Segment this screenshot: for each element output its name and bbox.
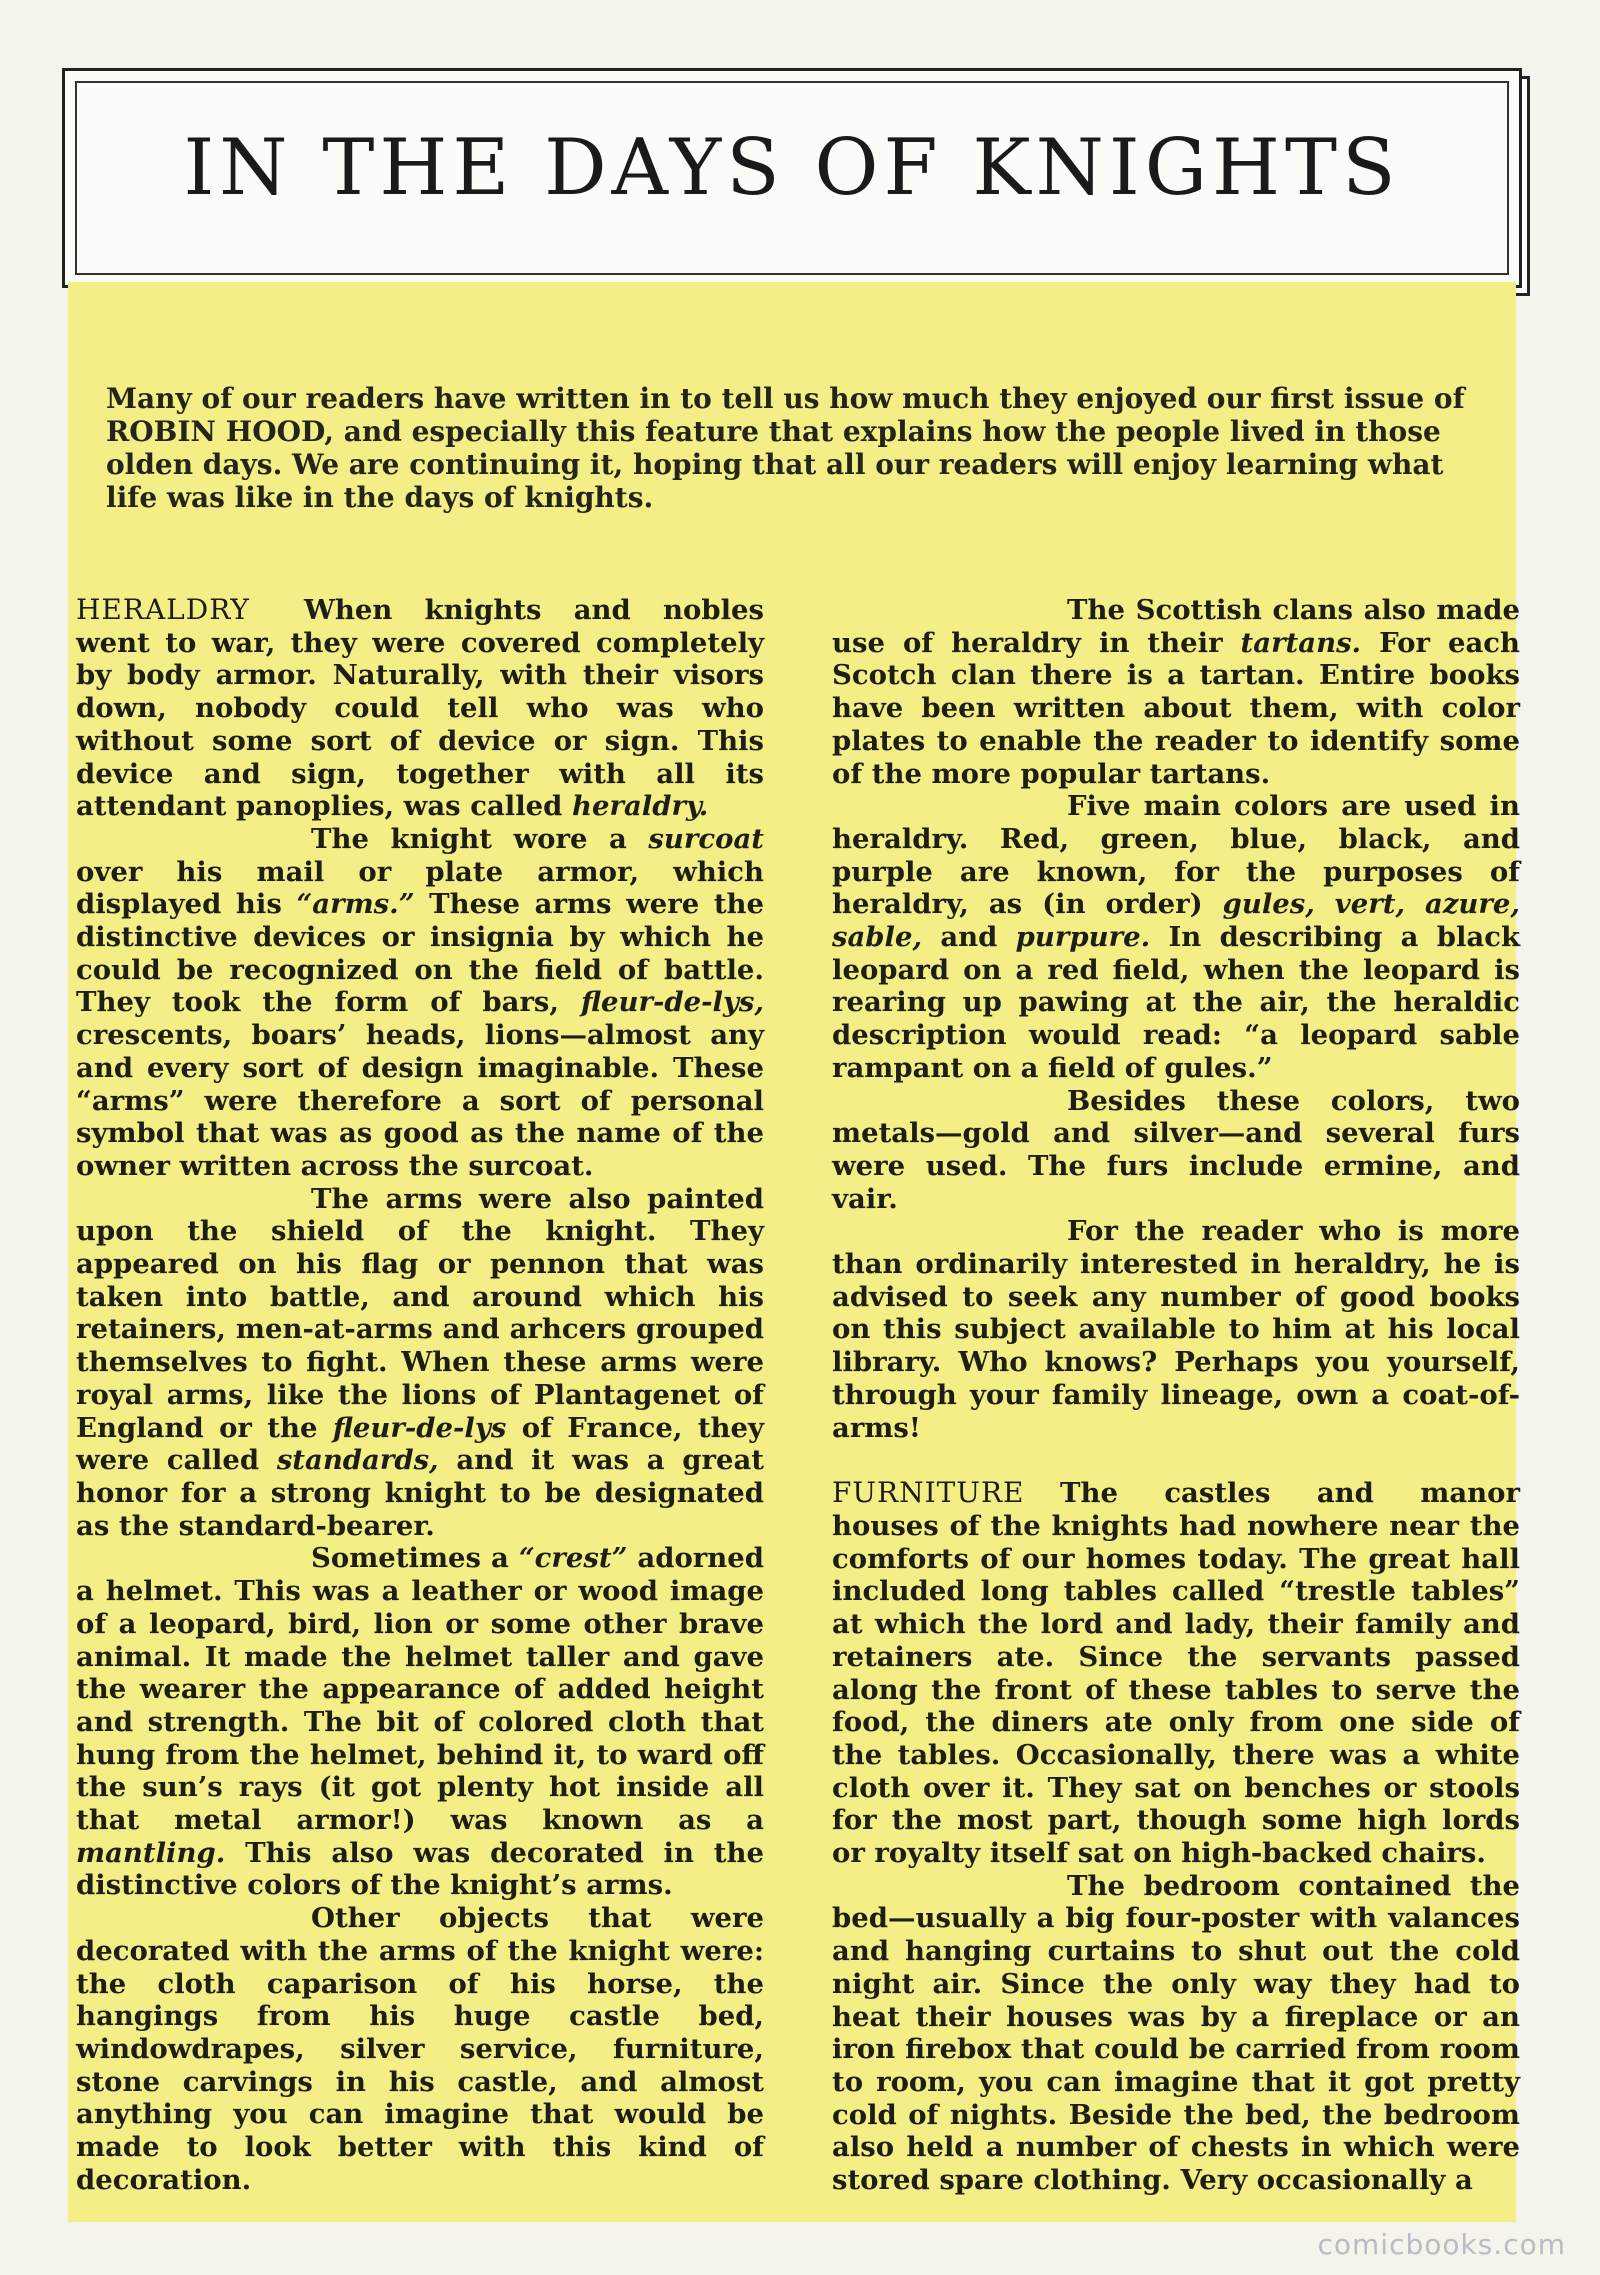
tartans-paragraph bbox=[832, 594, 1520, 790]
title-box bbox=[62, 68, 1522, 288]
shield-text-b: of France, they were called bbox=[76, 1411, 765, 1477]
furniture-lead-paragraph bbox=[832, 1477, 1520, 1869]
surcoat-paragraph bbox=[76, 823, 764, 1183]
reader-paragraph: For the reader who is more than ordinarily interested in heraldry, he is advised to seek any number of good books on this subject available to him at his local library. Who knows? Perhaps you yourself, through your family lineage, own a coat-of-arms! bbox=[832, 1215, 1520, 1444]
colors-text-b: In describing a black leopard on a red field, when the leopard is rearing up pawing at the air, the heraldic description would read: “a leopard sable rampant on a field of gules.” bbox=[832, 921, 1521, 1084]
objects-paragraph: Other objects that were decorated with the arms of the knight were: the cloth caparison of his horse, the hangings from his huge castle bed, windowdrapes, silver service, furniture, stone carvings in his castle, and almost anything you can imagine that would be made to look better with this kind of decoration. bbox=[76, 1902, 764, 2196]
intro-paragraph: Many of our readers have written in to tell us how much they enjoyed our first issue of ROBIN HOOD, and especially this feature that explains how the people lived in those olden days. We are continuing it, hoping that all our readers will enjoy learning what life was like in the days of knights. bbox=[106, 382, 1465, 514]
crest-term: “crest” bbox=[518, 1542, 628, 1575]
tartans-text-a: The Scottish clans also made use of heraldry in their bbox=[832, 594, 1520, 659]
right-column bbox=[832, 594, 1520, 2197]
watermark: comicbooks.com bbox=[1317, 2228, 1566, 2261]
page-title: IN THE DAYS OF KNIGHTS bbox=[183, 123, 1401, 213]
arms-term: “arms.” bbox=[296, 888, 415, 921]
heraldry-heading: HERALDRY bbox=[76, 593, 250, 626]
shield-paragraph bbox=[76, 1183, 764, 1543]
mantling-term: mantling. bbox=[76, 1836, 226, 1869]
surcoat-text-d: crescents, boars’ heads, lions—almost any and every sort of design imaginable. These “arms” were therefore a sort of personal symbol that was as good as the name of the owner written across the surcoat. bbox=[76, 1019, 764, 1182]
left-column bbox=[76, 594, 764, 2196]
furniture-lead-text: The castles and manor houses of the knights had nowhere near the comforts of our homes today. The great hall included long tables called “trestle tables” at which the lord and lady, their family and retainers ate. Since the servants passed along the front of these tables to serve the food, the diners ate only from one side of the tables. Occasionally, there was a white cloth over it. They sat on benches or stools for the most part, though some high lords or royalty itself sat on high-backed chairs. bbox=[832, 1477, 1520, 1870]
surcoat-text-b: over his mail or plate armor, which displayed his bbox=[76, 855, 764, 921]
crest-paragraph bbox=[76, 1542, 764, 1902]
crest-text-b: adorned a helmet. This was a leather or wood image of a leopard, bird, lion or some other brave animal. It made the helmet taller and gave the wearer the appearance of added height and strength. The bit of colored cloth that hung from the helmet, behind it, to ward off the sun’s rays (it got plenty hot inside all that metal armor!) was known as a bbox=[76, 1542, 765, 1837]
bedroom-paragraph: The bedroom contained the bed—usually a big four-poster with valances and hanging curtains to shut out the cold night air. Since the only way they had to heat their houses was by a fireplace or an iron firebox that could be carried from room to room, you can imagine that it got pretty cold of nights. Beside the bed, the bedroom also held a number of chests in which were stored spare clothing. Very occasionally a bbox=[832, 1869, 1520, 2197]
surcoat-text-a: The knight wore a bbox=[311, 822, 627, 855]
shield-text-a: The arms were also painted upon the shield of the knight. They appeared on his flag or pennon that was taken into battle, and around which his retainers, men-at-arms and arhcers grouped themselves to fight. When these arms were royal arms, like the lions of Plantagenet of England or the bbox=[76, 1182, 764, 1444]
tartans-term: tartans. bbox=[1240, 626, 1362, 659]
furniture-heading: FURNITURE bbox=[832, 1476, 1025, 1510]
heraldry-term: heraldry. bbox=[571, 790, 709, 823]
fleur-de-lys-term-2: fleur-de-lys bbox=[332, 1411, 507, 1444]
shield-text-c: and it was a great honor for a strong knight to be designated as the standard-bearer. bbox=[76, 1444, 765, 1542]
crest-text-a: Sometimes a bbox=[311, 1542, 509, 1575]
colors-paragraph bbox=[832, 790, 1520, 1084]
heraldry-lead-text: When knights and nobles went to war, they were covered completely by body armor. Naturally, with their visors down, nobody could tell who was who without some sort of device or sign. This device and sign, together with all its attendant panoplies, was called bbox=[76, 594, 764, 823]
tinctures-terms: gules, vert, azure, sable, bbox=[832, 888, 1520, 954]
heraldry-lead-paragraph bbox=[76, 594, 764, 823]
surcoat-text-c: These arms were the distinctive devices or insignia by which he could be recognized on the field of battle. They took the form of bars, bbox=[76, 888, 765, 1019]
surcoat-term: surcoat bbox=[648, 822, 764, 855]
metals-paragraph: Besides these colors, two metals—gold and silver—and several furs were used. The furs include ermine, and vair. bbox=[832, 1084, 1520, 1215]
purpure-term: purpure. bbox=[1015, 921, 1151, 954]
tartans-text-b: For each Scotch clan there is a tartan. Entire books have been written about them, with color plates to enable the reader to identify some of the more popular tartans. bbox=[832, 626, 1521, 790]
fleur-de-lys-term: fleur-de-lys, bbox=[580, 986, 764, 1019]
colors-and: and bbox=[940, 921, 998, 954]
crest-text-c: This also was decorated in the distinctive colors of the knight’s arms. bbox=[76, 1836, 764, 1902]
colors-text-a: Five main colors are used in heraldry. Red, green, blue, black, and purple are known, for the purposes of heraldry, as (in order) bbox=[832, 790, 1520, 921]
article-panel bbox=[68, 282, 1521, 2222]
standards-term: standards, bbox=[276, 1444, 439, 1477]
